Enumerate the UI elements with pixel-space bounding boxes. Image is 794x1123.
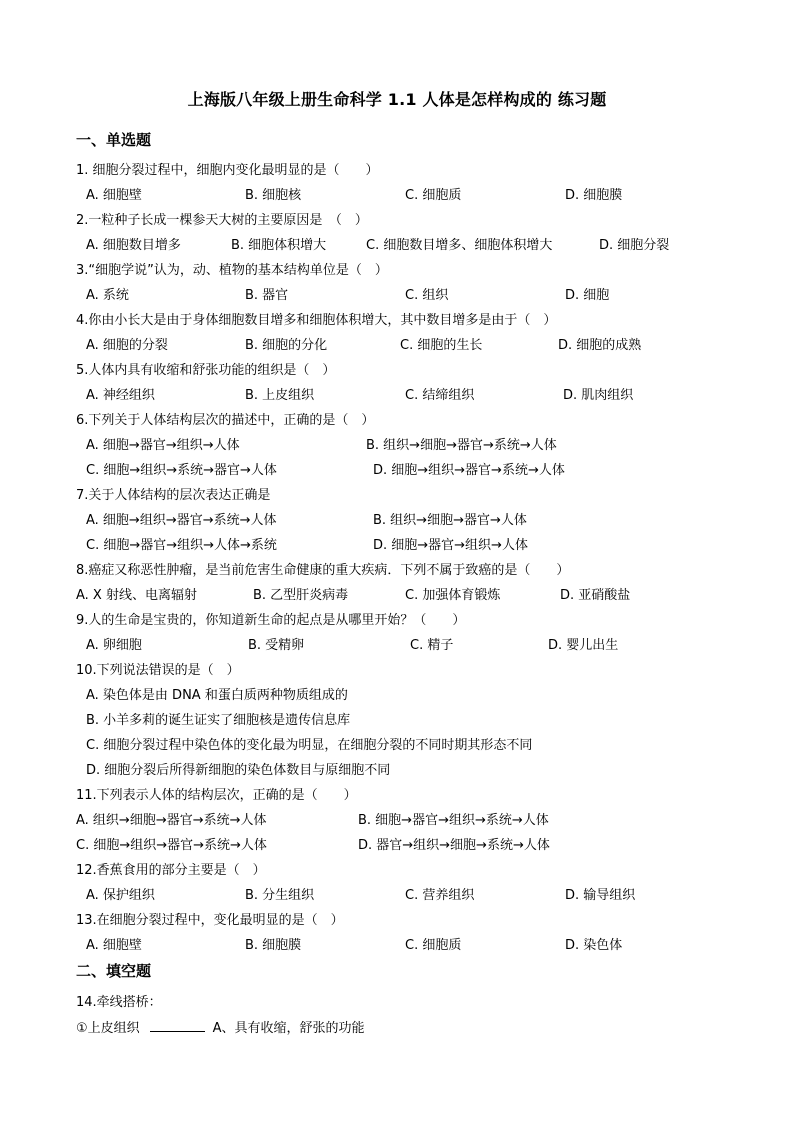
- option-b: B. 细胞核: [245, 188, 302, 203]
- option-a: A. 系统: [86, 288, 129, 303]
- question-stem: 10.下列说法错误的是（ ）: [76, 663, 240, 678]
- question-stem: 2.一粒种子长成一棵参天大树的主要原因是 （ ）: [76, 213, 368, 228]
- question-stem: 8.癌症又称恶性肿瘤，是当前危害生命健康的重大疾病．下列不属于致癌的是（ ）: [76, 563, 570, 578]
- section-heading-single-choice: 一、单选题: [76, 131, 152, 149]
- option-b: B. 小羊多莉的诞生证实了细胞核是遗传信息库: [86, 713, 351, 728]
- option-d: D. 细胞分裂后所得新细胞的染色体数目与原细胞不同: [86, 763, 391, 778]
- option-c: C. 营养组织: [405, 888, 475, 903]
- option-a: A. 细胞壁: [86, 938, 142, 953]
- option-d: D. 染色体: [565, 938, 623, 953]
- option-a: A. 保护组织: [86, 888, 155, 903]
- option-a: A. 细胞壁: [86, 188, 142, 203]
- option-a: A. 细胞→组织→器官→系统→人体: [86, 513, 277, 528]
- option-a: A. 细胞数目增多: [86, 238, 181, 253]
- option-d: D. 细胞→组织→器官→系统→人体: [373, 463, 565, 478]
- option-b: B. 细胞的分化: [245, 338, 328, 353]
- option-a: A. 细胞的分裂: [86, 338, 168, 353]
- option-b: B. 细胞膜: [245, 938, 302, 953]
- option-b: B. 受精卵: [248, 638, 305, 653]
- option-b: B. 细胞→器官→组织→系统→人体: [358, 813, 549, 828]
- matching-row: [76, 1019, 365, 1038]
- option-d: D. 细胞膜: [565, 188, 623, 203]
- option-c: C. 结缔组织: [405, 388, 475, 403]
- matching-right-item: A、具有收缩，舒张的功能: [212, 1021, 365, 1036]
- option-c: C. 细胞质: [405, 938, 462, 953]
- option-b: B. 分生组织: [245, 888, 315, 903]
- question-stem: 11.下列表示人体的结构层次，正确的是（ ）: [76, 788, 357, 803]
- option-d: D. 细胞→器官→组织→人体: [373, 538, 528, 553]
- option-a: A. 染色体是由 DNA 和蛋白质两种物质组成的: [86, 688, 348, 703]
- option-d: D. 亚硝酸盐: [560, 588, 631, 603]
- question-stem: 1. 细胞分裂过程中，细胞内变化最明显的是（ ）: [76, 163, 379, 178]
- option-b: B. 乙型肝炎病毒: [253, 588, 349, 603]
- option-c: C. 细胞质: [405, 188, 462, 203]
- page-title: 上海版八年级上册生命科学 1.1 人体是怎样构成的 练习题: [187, 90, 607, 109]
- question-stem: 6.下列关于人体结构层次的描述中，正确的是（ ）: [76, 413, 375, 428]
- option-c: C. 加强体育锻炼: [405, 588, 501, 603]
- option-b: B. 组织→细胞→器官→人体: [373, 513, 527, 528]
- option-b: B. 细胞体积增大: [231, 238, 327, 253]
- option-a: A. 卵细胞: [86, 638, 142, 653]
- option-d: D. 输导组织: [565, 888, 636, 903]
- option-b: B. 器官: [245, 288, 289, 303]
- option-c: C. 细胞→组织→系统→器官→人体: [86, 463, 277, 478]
- option-c: C. 细胞→组织→器官→系统→人体: [76, 838, 267, 853]
- option-a: A. 细胞→器官→组织→人体: [86, 438, 240, 453]
- option-a: A. 神经组织: [86, 388, 155, 403]
- question-stem: 4.你由小长大是由于身体细胞数目增多和细胞体积增大，其中数目增多是由于（ ）: [76, 313, 557, 328]
- question-stem: 12.香蕉食用的部分主要是（ ）: [76, 863, 266, 878]
- option-d: D. 婴儿出生: [548, 638, 619, 653]
- question-stem: 3.“细胞学说”认为，动、植物的基本结构单位是（ ）: [76, 263, 388, 278]
- option-c: C. 组织: [405, 288, 449, 303]
- matching-left-item: ①上皮组织: [76, 1021, 140, 1036]
- option-d: D. 细胞: [565, 288, 610, 303]
- option-c: C. 精子: [410, 638, 454, 653]
- option-d: D. 肌肉组织: [563, 388, 634, 403]
- question-stem: 7.关于人体结构的层次表达正确是: [76, 488, 271, 503]
- question-stem: 14.牵线搭桥：: [76, 995, 162, 1010]
- option-d: D. 细胞的成熟: [558, 338, 642, 353]
- option-c: C. 细胞分裂过程中染色体的变化最为明显，在细胞分裂的不同时期其形态不同: [86, 738, 533, 753]
- option-a: A. X 射线、电离辐射: [76, 588, 197, 603]
- option-a: A. 组织→细胞→器官→系统→人体: [76, 813, 267, 828]
- option-d: D. 细胞分裂: [599, 238, 670, 253]
- option-c: C. 细胞的生长: [400, 338, 483, 353]
- question-stem: 9.人的生命是宝贵的，你知道新生命的起点是从哪里开始？（ ）: [76, 613, 466, 628]
- section-heading-fill-in: 二、填空题: [76, 962, 152, 980]
- option-d: D. 器官→组织→细胞→系统→人体: [358, 838, 550, 853]
- question-stem: 5.人体内具有收缩和舒张功能的组织是（ ）: [76, 363, 336, 378]
- option-c: C. 细胞数目增多、细胞体积增大: [366, 238, 553, 253]
- option-b: B. 组织→细胞→器官→系统→人体: [366, 438, 557, 453]
- option-b: B. 上皮组织: [245, 388, 315, 403]
- answer-blank[interactable]: [150, 1019, 205, 1032]
- question-stem: 13.在细胞分裂过程中，变化最明显的是（ ）: [76, 913, 344, 928]
- option-c: C. 细胞→器官→组织→人体→系统: [86, 538, 277, 553]
